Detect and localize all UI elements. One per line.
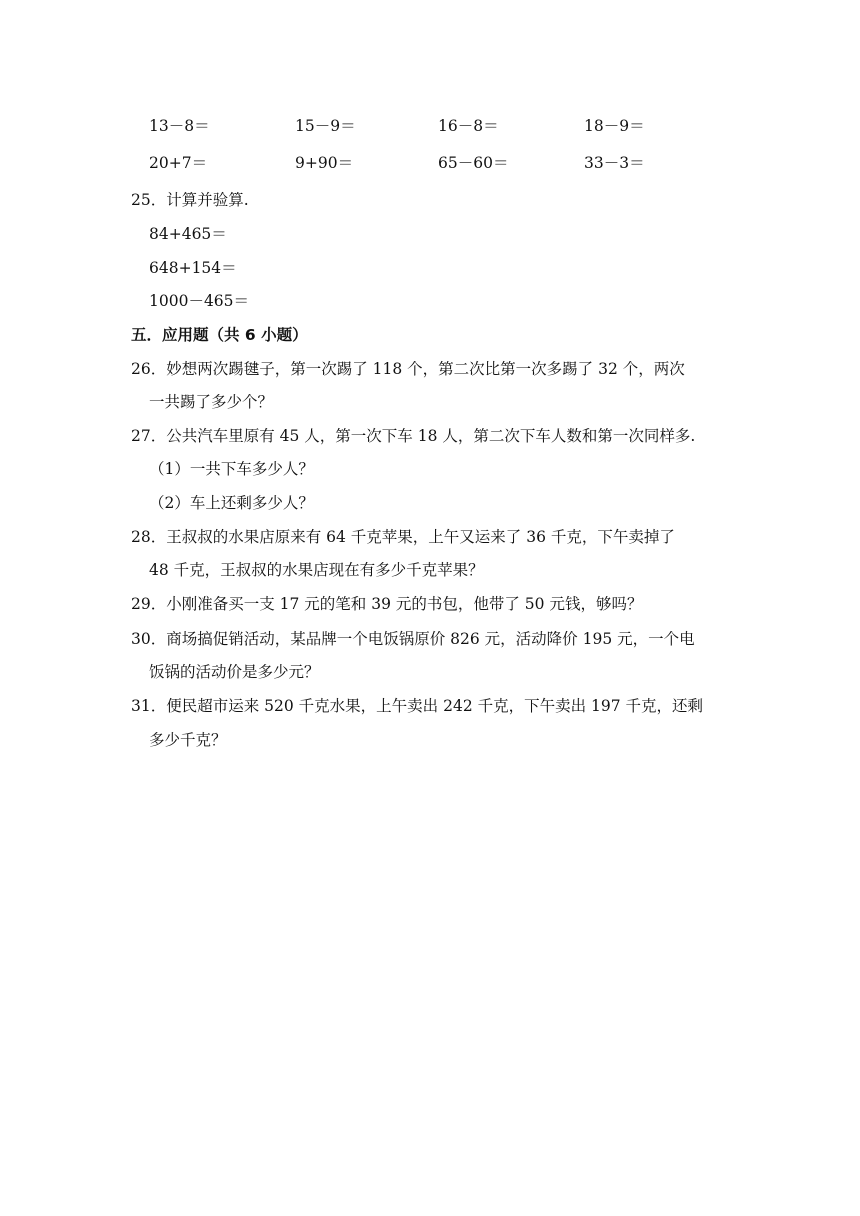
question-25-label: 25．计算并验算. [131,191,249,209]
calc-item: 13－8＝ [149,117,210,135]
calc-item: 9+90＝ [295,154,354,172]
q25-item-1: 84+465＝ [149,225,227,243]
section-5-title: 五．应用题（共 6 小题） [131,326,308,344]
question-31-line-1: 31．便民超市运来 520 千克水果，上午卖出 242 千克，下午卖出 197 千克，还剩 [131,697,704,715]
question-28-line-1: 28．王叔叔的水果店原来有 64 千克苹果，上午又运来了 36 千克，下午卖掉了 [131,528,675,546]
question-30-line-1: 30．商场搞促销活动，某品牌一个电饭锅原价 826 元，活动降价 195 元，一个电 [131,630,695,648]
question-27-line-1: 27．公共汽车里原有 45 人，第一次下车 18 人，第二次下车人数和第一次同样多. [131,427,696,445]
question-28-line-2: 48 千克，王叔叔的水果店现在有多少千克苹果？ [149,561,484,579]
question-29-line-1: 29．小刚准备买一支 17 元的笔和 39 元的书包，他带了 50 元钱，够吗？ [131,595,643,613]
question-30-line-2: 饭锅的活动价是多少元？ [149,663,320,681]
question-27-sub-1: （1）一共下车多少人？ [149,460,314,478]
question-27-sub-2: （2）车上还剩多少人？ [149,494,314,512]
calc-item: 18－9＝ [584,117,645,135]
q25-item-2: 648+154＝ [149,259,237,277]
calc-item: 16－8＝ [438,117,499,135]
calc-item: 20+7＝ [149,154,208,172]
question-31-line-2: 多少千克？ [149,731,227,749]
calc-item: 65－60＝ [438,154,509,172]
question-26-line-2: 一共踢了多少个？ [149,393,274,411]
q25-item-3: 1000－465＝ [149,292,250,310]
calc-item: 33－3＝ [584,154,645,172]
calc-row-1 [0,114,860,140]
question-26-line-1: 26．妙想两次踢毽子，第一次踢了 118 个，第二次比第一次多踢了 32 个，两次 [131,360,685,378]
calc-item: 15－9＝ [295,117,356,135]
calc-row-2 [0,151,860,177]
